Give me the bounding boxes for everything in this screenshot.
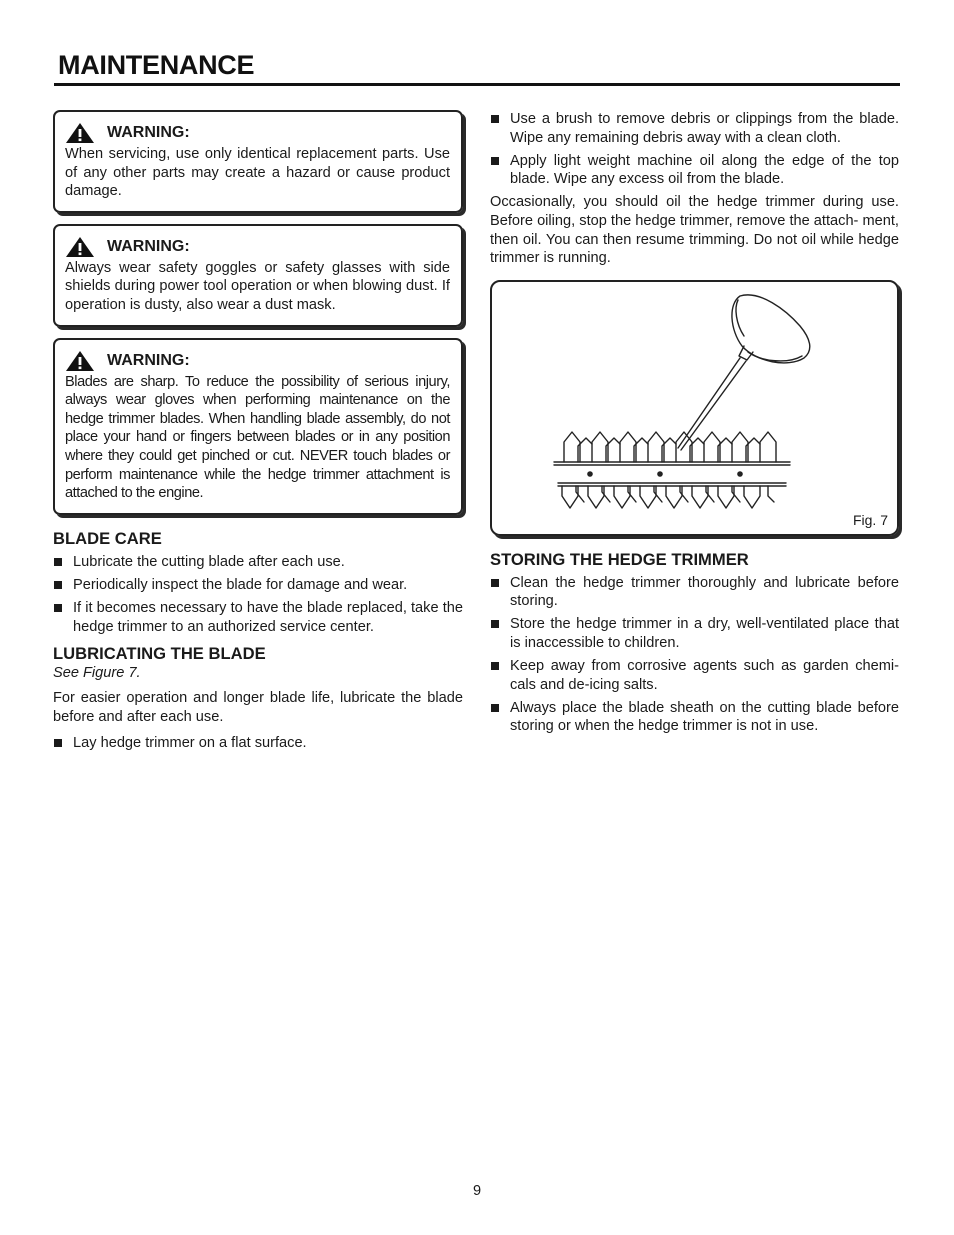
rivet: [657, 471, 663, 477]
warning-label: WARNING:: [107, 351, 190, 369]
blade-care-list: [53, 553, 463, 636]
lubricating-heading: LUBRICATING THE BLADE: [53, 644, 266, 664]
see-figure-note: See Figure 7.: [53, 665, 141, 682]
storing-heading: STORING THE HEDGE TRIMMER: [490, 549, 749, 569]
list-item: Lay hedge trimmer on a flat surface.: [53, 734, 463, 753]
rivet: [737, 471, 743, 477]
lubricating-intro: For easier operation and longer blade life, lubricate the blade before and after each use.: [53, 690, 463, 725]
warning-text: When servicing, use only identical replacement parts. Use of any other parts may create a hazard or cause product damage.: [65, 146, 450, 200]
warning-header: [65, 349, 450, 373]
warning-header: [65, 235, 450, 259]
warning-triangle-icon: [65, 122, 95, 144]
list-item: Clean the hedge trimmer thoroughly and lubricate before storing.: [490, 574, 899, 611]
left-column: [53, 110, 463, 757]
rivet: [587, 471, 593, 477]
oiling-blade-illustration: [492, 282, 897, 534]
warning-header: [65, 121, 450, 145]
warning-box-replacement-parts: [53, 110, 463, 213]
figure-label: Fig. 7: [852, 511, 888, 528]
warning-box-safety-goggles: [53, 224, 463, 327]
blade-care-heading: BLADE CARE: [53, 528, 162, 548]
list-item: Always place the blade sheath on the cutting blade before storing or when the hedge trimmer is not in use.: [490, 699, 899, 736]
warning-box-sharp-blades: [53, 338, 463, 515]
storing-list: [490, 574, 899, 736]
list-item: If it becomes necessary to have the blade replaced, take the hedge trimmer to an authorized service center.: [53, 599, 463, 636]
list-item: Use a brush to remove debris or clippings from the blade. Wipe any remaining debris away with a clean cloth.: [490, 110, 899, 147]
list-item: Store the hedge trimmer in a dry, well-ventilated place that is inaccessible to children.: [490, 615, 899, 652]
list-item: Lubricate the cutting blade after each use.: [53, 553, 463, 572]
title-rule: [54, 83, 900, 86]
right-column: [490, 110, 899, 741]
warning-label: WARNING:: [107, 237, 190, 255]
list-item: Periodically inspect the blade for damage and wear.: [53, 576, 463, 595]
lubricating-list-left: [53, 734, 463, 753]
oil-can-body: [732, 295, 810, 363]
oiling-note: Occasionally, you should oil the hedge trimmer during use. Before oiling, stop the hedge trimmer, remove the attach- ment, then oil. You can then resume trimming. Do not oil while hedge trimmer is running.: [490, 194, 899, 267]
warning-text: Blades are sharp. To reduce the possibility of serious injury, always wear gloves when performing maintenance on the hedge trimmer blades. When handling blade assembly, do not place your hand or fingers between blades or in any position where they could get pinched or cut. NEVER touch blades or perform maintenance while the hedge trimmer attachment is attached to the engine.: [65, 373, 450, 502]
page-title: MAINTENANCE: [58, 50, 255, 80]
lubricating-list-right: [490, 110, 899, 189]
page-number: 9: [472, 1183, 482, 1199]
warning-triangle-icon: [65, 236, 95, 258]
figure-7: [490, 280, 899, 536]
list-item: Apply light weight machine oil along the edge of the top blade. Wipe any excess oil from the blade.: [490, 152, 899, 189]
warning-label: WARNING:: [107, 124, 190, 141]
warning-triangle-icon: [65, 350, 95, 372]
warning-text: Always wear safety goggles or safety glasses with side shields during power tool operation or when blowing dust. If operation is dusty, also wear a dust mask.: [65, 259, 450, 313]
list-item: Keep away from corrosive agents such as garden chemi- cals and de-icing salts.: [490, 657, 899, 694]
